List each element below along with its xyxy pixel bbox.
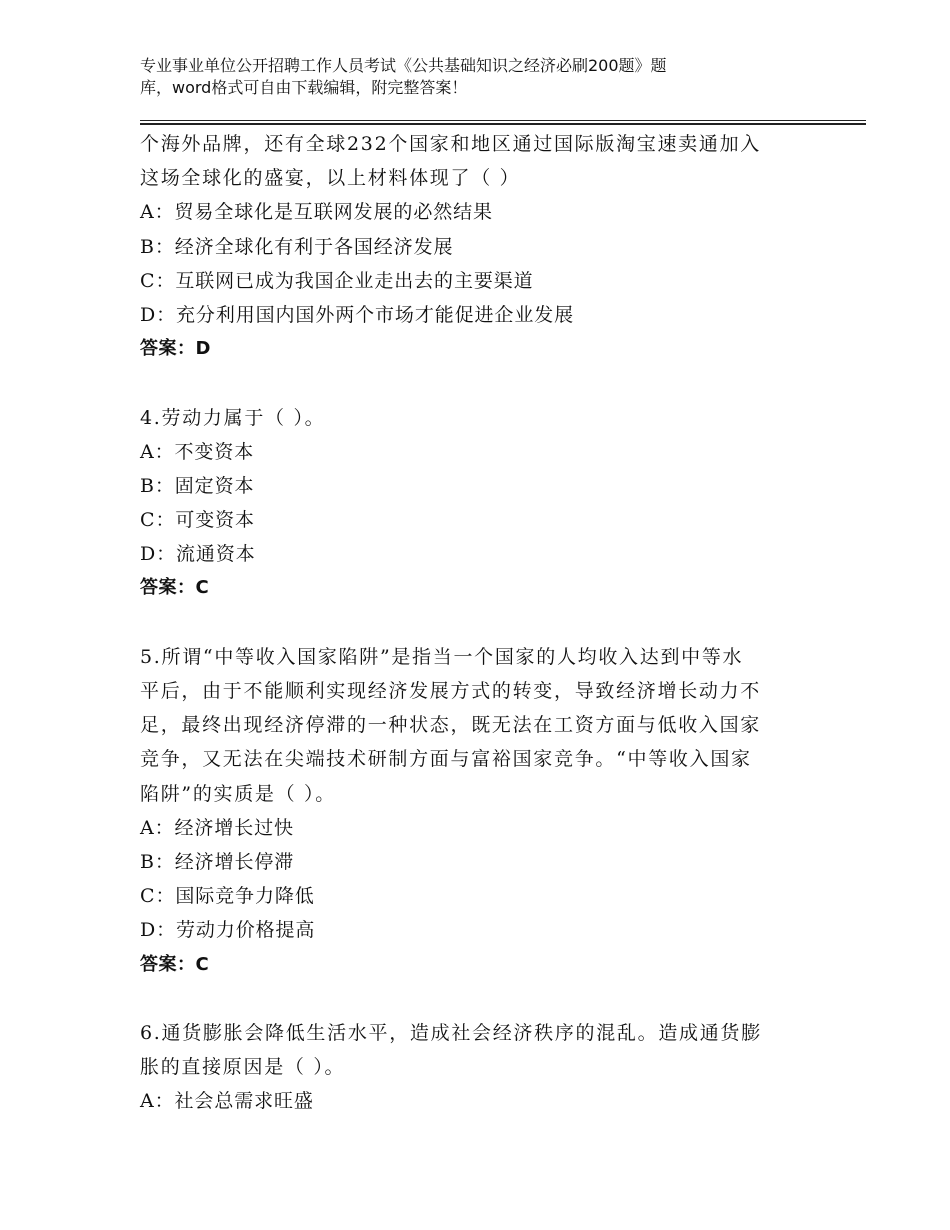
question-4 <box>140 401 805 606</box>
option-d: D：充分利用国内国外两个市场才能促进企业发展 <box>140 303 575 326</box>
question-stem-line: 个海外品牌，还有全球232个国家和地区通过国际版淘宝速卖通加入 <box>140 133 761 155</box>
question-stem-line: 平后，由于不能顺利实现经济发展方式的转变，导致经济增长动力不 <box>140 680 762 702</box>
option-a: A：不变资本 <box>140 440 255 463</box>
option-a: A：贸易全球化是互联网发展的必然结果 <box>140 201 493 224</box>
question-5 <box>140 640 805 982</box>
header-divider <box>140 120 866 125</box>
question-stem-line: 竞争，又无法在尖端技术研制方面与富裕国家竞争。“中等收入国家 <box>140 748 752 771</box>
option-c: C：可变资本 <box>140 509 255 532</box>
option-a: A：经济增长过快 <box>140 816 294 839</box>
question-stem-line: 足，最终出现经济停滞的一种状态，既无法在工资方面与低收入国家 <box>140 714 762 737</box>
option-b: B：经济全球化有利于各国经济发展 <box>140 235 454 258</box>
page-header <box>140 55 790 99</box>
answer-label: 答案：C <box>140 577 210 599</box>
header-title-line-1: 专业事业单位公开招聘工作人员考试《公共基础知识之经济必刷200题》题 <box>140 56 667 75</box>
document-body <box>140 127 805 1118</box>
question-stem-line: 陷阱”的实质是（ ）。 <box>140 782 336 805</box>
option-b: B：经济增长停滞 <box>140 850 295 873</box>
question-stem-line: 4.劳动力属于（ ）。 <box>140 406 326 429</box>
answer-label: 答案：D <box>140 338 211 360</box>
question-3 <box>140 127 805 366</box>
header-title-line-2: 库，word格式可自由下载编辑，附完整答案！ <box>140 78 468 97</box>
option-c: C：互联网已成为我国企业走出去的主要渠道 <box>140 269 534 292</box>
option-d: D：流通资本 <box>140 543 256 566</box>
question-stem-line: 这场全球化的盛宴，以上材料体现了（ ） <box>140 167 521 190</box>
spacer <box>140 366 805 400</box>
question-6 <box>140 1016 805 1119</box>
option-b: B：固定资本 <box>140 474 255 497</box>
spacer <box>140 982 805 1016</box>
option-c: C：国际竞争力降低 <box>140 885 315 908</box>
option-a: A：社会总需求旺盛 <box>140 1090 314 1113</box>
question-stem-line: 胀的直接原因是（ ）。 <box>140 1056 346 1079</box>
option-d: D：劳动力价格提高 <box>140 919 316 942</box>
answer-label: 答案：C <box>140 953 210 975</box>
question-stem-line: 5.所谓“中等收入国家陷阱”是指当一个国家的人均收入达到中等水 <box>140 645 744 668</box>
spacer <box>140 606 805 640</box>
question-stem-line: 6.通货膨胀会降低生活水平，造成社会经济秩序的混乱。造成通货膨 <box>140 1021 762 1044</box>
